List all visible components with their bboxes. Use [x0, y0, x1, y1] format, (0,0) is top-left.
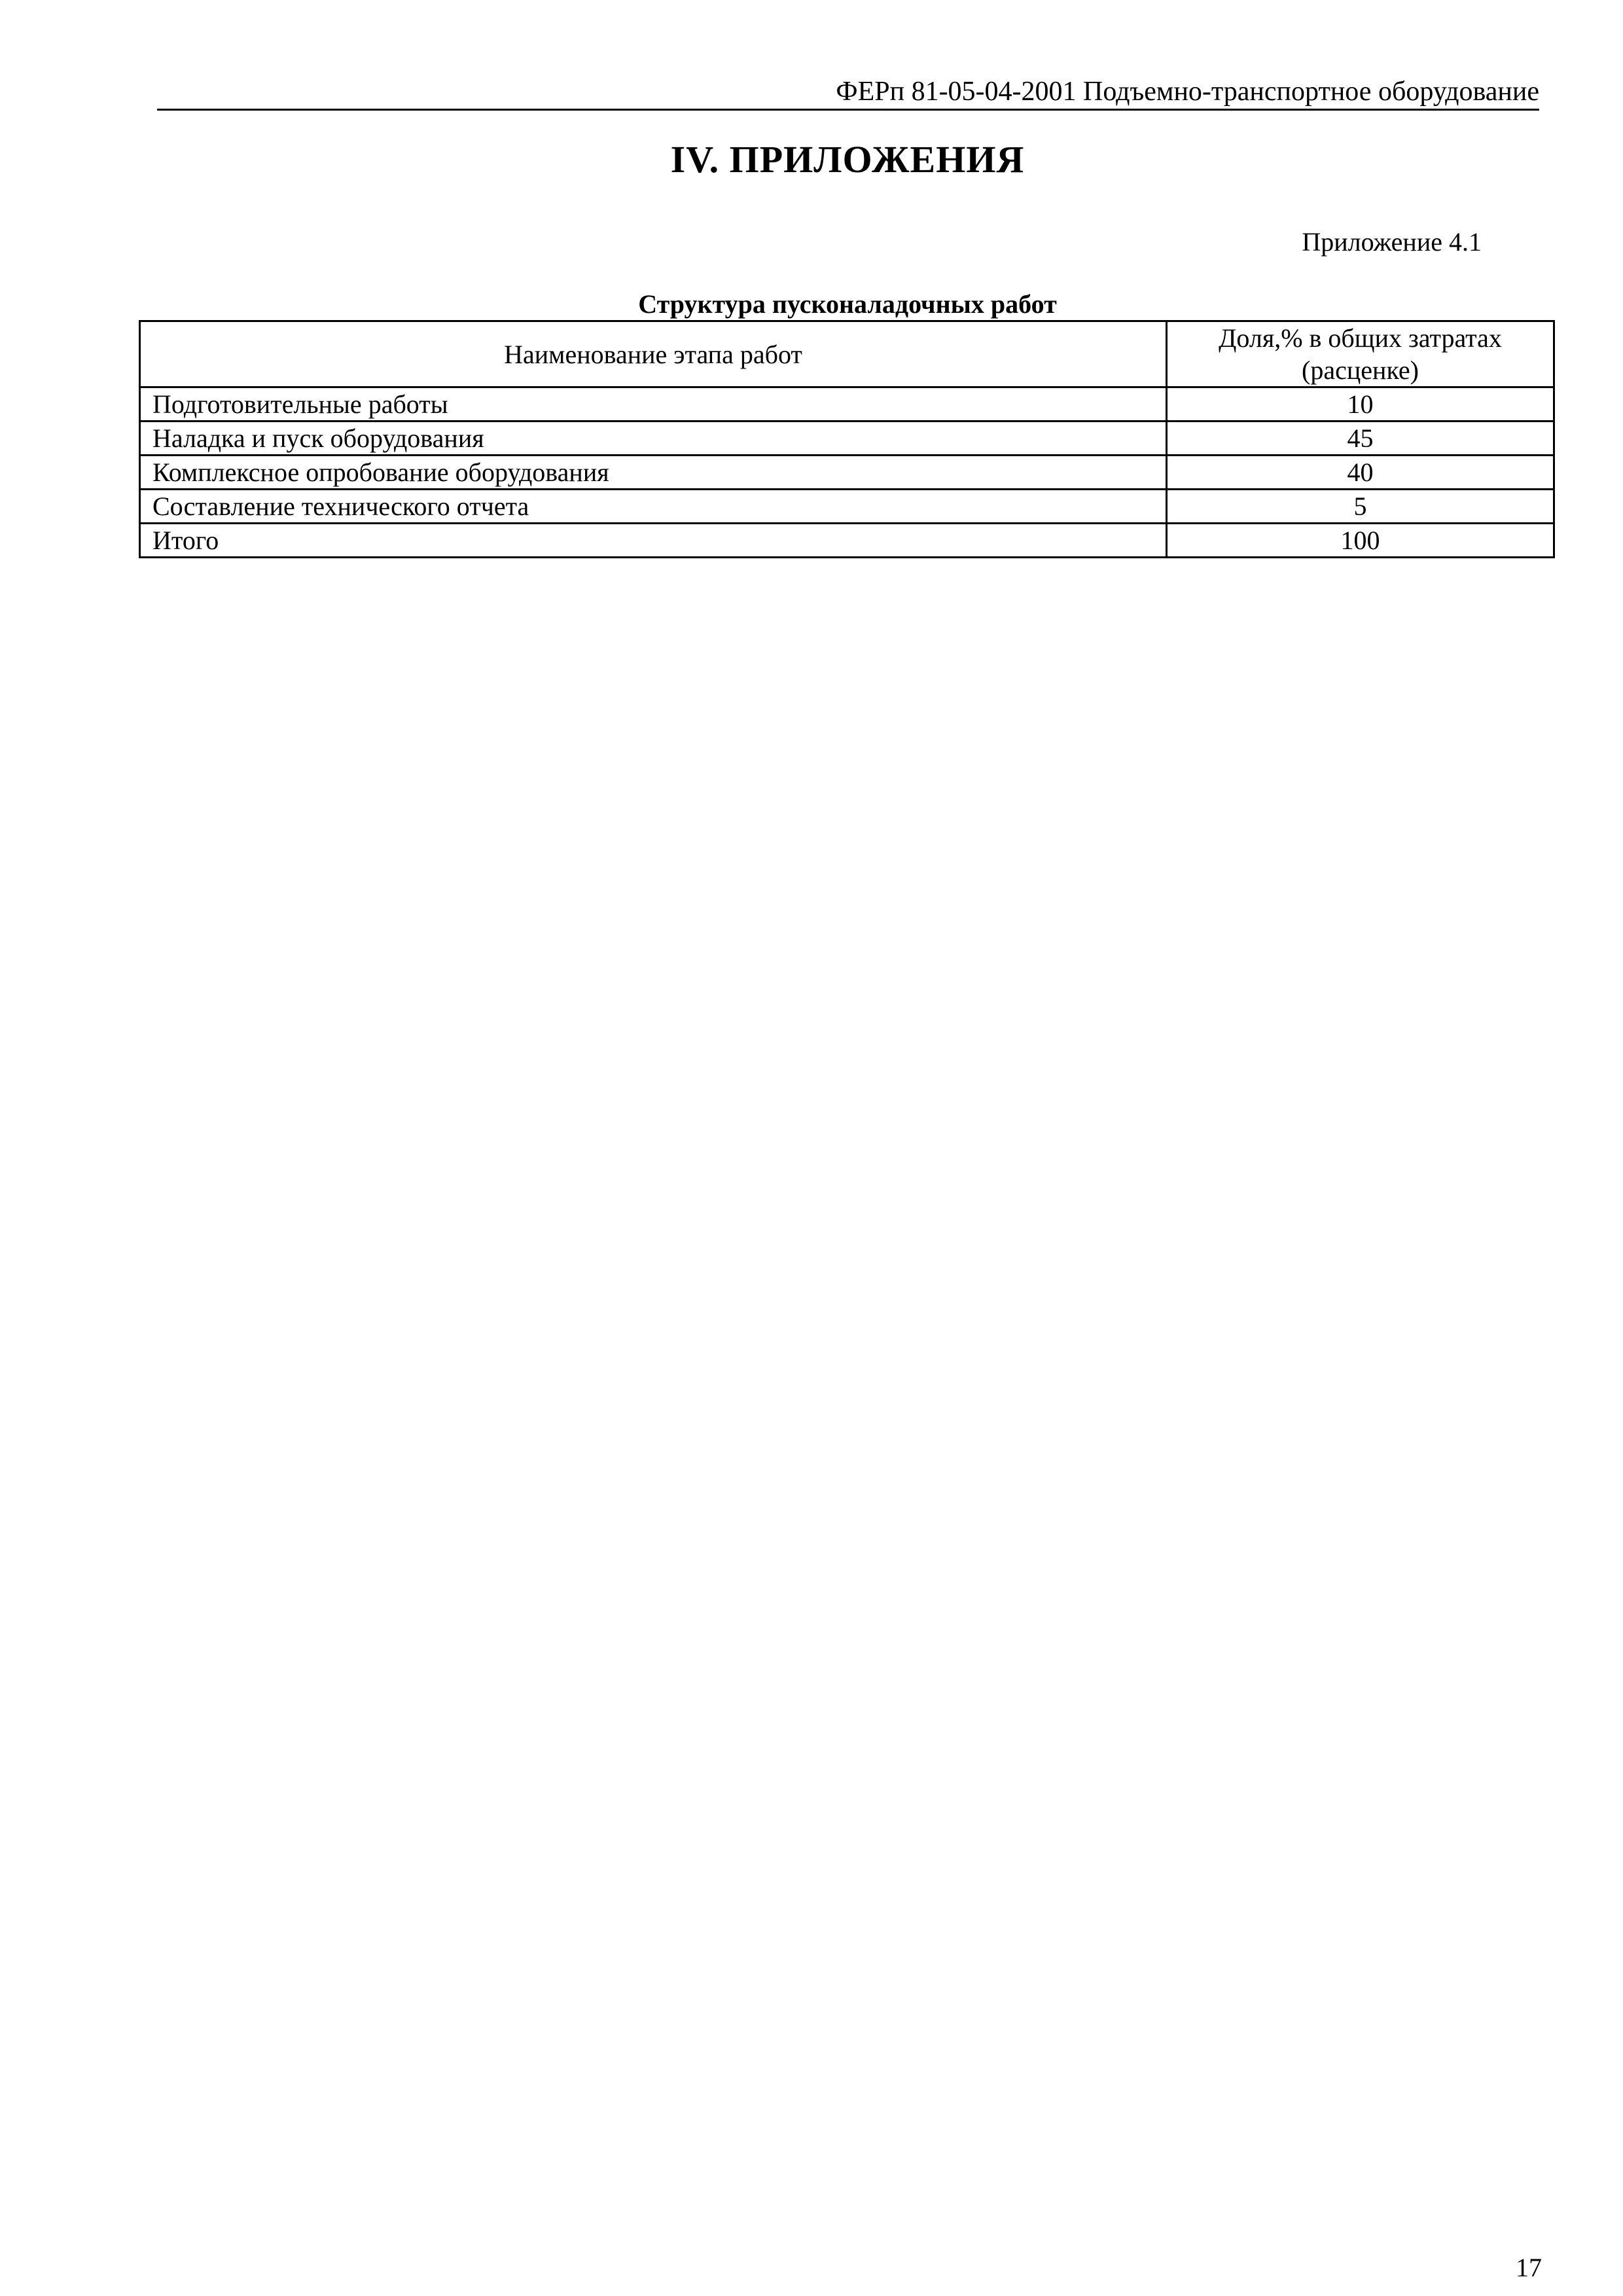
appendix-label: Приложение 4.1	[1302, 227, 1482, 257]
column-header-share: Доля,% в общих затратах (расценке)	[1167, 321, 1554, 387]
total-share-cell: 100	[1167, 524, 1554, 558]
stage-name-cell: Подготовительные работы	[140, 387, 1167, 422]
works-structure-table	[139, 320, 1555, 558]
running-header: ФЕРп 81-05-04-2001 Подъемно-транспортное оборудование	[157, 75, 1539, 111]
table-header-row	[140, 321, 1554, 387]
stage-name-cell: Комплексное опробование оборудования	[140, 456, 1167, 490]
stage-name-cell: Составление технического отчета	[140, 490, 1167, 524]
stage-name-cell: Наладка и пуск оборудования	[140, 422, 1167, 456]
column-header-stage-name: Наименование этапа работ	[140, 321, 1167, 387]
total-label-cell: Итого	[140, 524, 1167, 558]
share-cell: 45	[1167, 422, 1554, 456]
page-number: 17	[1516, 2253, 1542, 2282]
table-total-row	[140, 524, 1554, 558]
table-row	[140, 490, 1554, 524]
table-row	[140, 456, 1554, 490]
share-cell: 10	[1167, 387, 1554, 422]
table-row	[140, 387, 1554, 422]
share-cell: 5	[1167, 490, 1554, 524]
table-caption: Структура пусконаладочных работ	[638, 289, 1057, 319]
share-cell: 40	[1167, 456, 1554, 490]
section-title: IV. ПРИЛОЖЕНИЯ	[670, 138, 1025, 181]
table-row	[140, 422, 1554, 456]
